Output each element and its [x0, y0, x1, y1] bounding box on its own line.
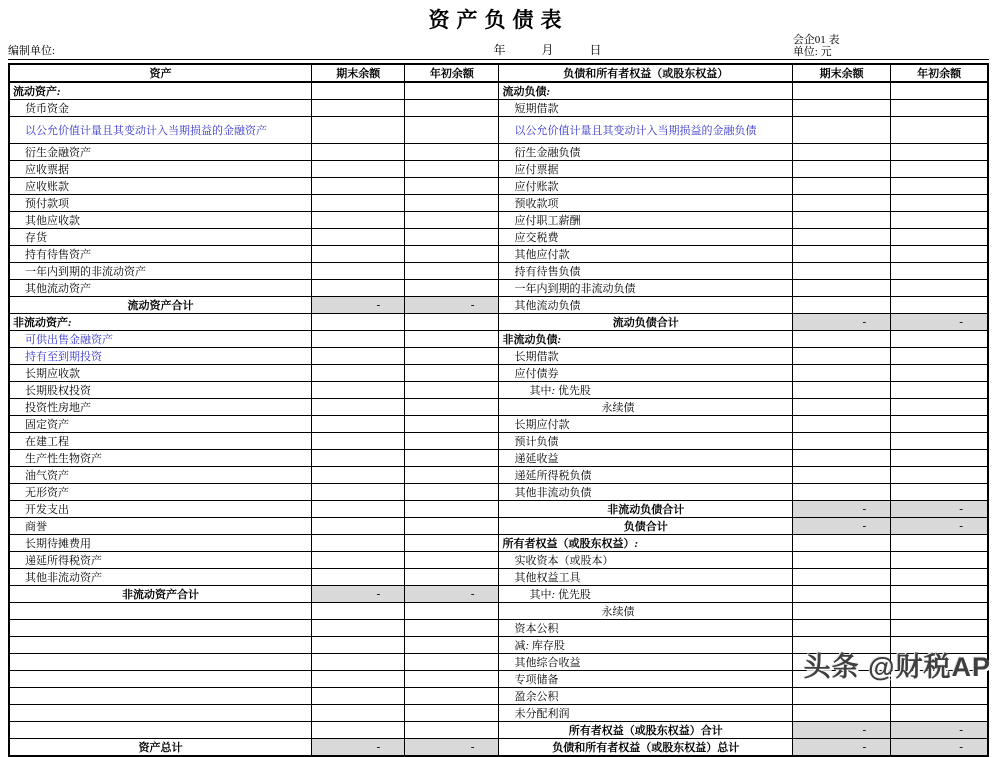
value-cell [405, 382, 499, 399]
value-cell [312, 314, 405, 331]
asset-label-cell [9, 620, 312, 637]
table-row [9, 467, 988, 484]
table-row [9, 348, 988, 365]
value-cell [793, 467, 891, 484]
value-cell [793, 246, 891, 263]
value-cell [891, 365, 988, 382]
value-cell [891, 450, 988, 467]
value-cell [793, 705, 891, 722]
liability-label-cell: 预收款项 [499, 195, 793, 212]
value-cell: - [891, 722, 988, 739]
liability-label-cell: 未分配利润 [499, 705, 793, 722]
table-row [9, 399, 988, 416]
value-cell [405, 178, 499, 195]
value-cell [312, 246, 405, 263]
value-cell [312, 82, 405, 100]
value-cell [793, 586, 891, 603]
value-cell [891, 280, 988, 297]
table-row [9, 280, 988, 297]
value-cell [312, 161, 405, 178]
asset-label-cell: 生产性生物资产 [9, 450, 312, 467]
value-cell: - [793, 739, 891, 757]
liability-label-cell: 衍生金融负债 [499, 144, 793, 161]
value-cell [405, 212, 499, 229]
value-cell [312, 100, 405, 117]
value-cell [312, 671, 405, 688]
asset-label-cell: 固定资产 [9, 416, 312, 433]
value-cell: - [891, 739, 988, 757]
liability-label-cell: 其他综合收益 [499, 654, 793, 671]
liability-label-cell: 其他权益工具 [499, 569, 793, 586]
liability-label-cell: 以公允价值计量且其变动计入当期损益的金融负债 [499, 117, 793, 144]
value-cell [405, 82, 499, 100]
asset-label-cell: 流动资产: [9, 82, 312, 100]
value-cell: - [405, 739, 499, 757]
asset-label-cell: 开发支出 [9, 501, 312, 518]
value-cell [793, 603, 891, 620]
table-row [9, 552, 988, 569]
table-row [9, 297, 988, 314]
value-cell [312, 280, 405, 297]
value-cell [793, 688, 891, 705]
value-cell: - [891, 501, 988, 518]
value-cell [405, 569, 499, 586]
asset-label-cell: 其他非流动资产 [9, 569, 312, 586]
liability-label-cell: 永续债 [499, 399, 793, 416]
value-cell [891, 620, 988, 637]
value-cell [405, 484, 499, 501]
value-cell [793, 100, 891, 117]
value-cell [405, 246, 499, 263]
liability-label-cell: 应交税费 [499, 229, 793, 246]
value-cell [312, 229, 405, 246]
liability-label-cell: 长期借款 [499, 348, 793, 365]
value-cell [891, 117, 988, 144]
liability-label-cell: 所有者权益（或股东权益）合计 [499, 722, 793, 739]
value-cell [312, 433, 405, 450]
liability-label-cell: 盈余公积 [499, 688, 793, 705]
table-row [9, 331, 988, 348]
liability-label-cell: 应付票据 [499, 161, 793, 178]
liability-label-cell: 预计负债 [499, 433, 793, 450]
table-row [9, 382, 988, 399]
value-cell [405, 467, 499, 484]
value-cell [891, 569, 988, 586]
value-cell [891, 603, 988, 620]
table-row [9, 586, 988, 603]
value-cell [891, 297, 988, 314]
value-cell: - [312, 586, 405, 603]
liability-label-cell: 递延收益 [499, 450, 793, 467]
asset-label-cell: 衍生金融资产 [9, 144, 312, 161]
table-row [9, 569, 988, 586]
value-cell: - [405, 586, 499, 603]
value-cell [405, 671, 499, 688]
table-row [9, 100, 988, 117]
page-title: 资产负债表 [428, 8, 569, 32]
asset-label-cell: 货币资金 [9, 100, 312, 117]
value-cell [405, 518, 499, 535]
liability-label-cell: 持有待售负债 [499, 263, 793, 280]
value-cell [891, 688, 988, 705]
table-row [9, 620, 988, 637]
prepared-by-label: 编制单位: [8, 45, 56, 57]
asset-label-cell: 应收票据 [9, 161, 312, 178]
value-cell [312, 416, 405, 433]
value-cell [793, 399, 891, 416]
asset-label-cell: 可供出售金融资产 [9, 331, 312, 348]
value-cell [793, 82, 891, 100]
asset-label-cell: 长期股权投资 [9, 382, 312, 399]
value-cell: - [312, 739, 405, 757]
table-row [9, 314, 988, 331]
value-cell [793, 552, 891, 569]
ending-balance-header: 期末余额 [793, 64, 891, 82]
liability-label-cell: 其他非流动负债 [499, 484, 793, 501]
value-cell [312, 263, 405, 280]
value-cell [793, 229, 891, 246]
asset-label-cell [9, 688, 312, 705]
value-cell [312, 212, 405, 229]
value-cell [891, 161, 988, 178]
value-cell [405, 688, 499, 705]
table-row [9, 161, 988, 178]
value-cell [891, 552, 988, 569]
table-row [9, 535, 988, 552]
asset-label-cell: 无形资产 [9, 484, 312, 501]
value-cell [891, 331, 988, 348]
table-row [9, 450, 988, 467]
value-cell [405, 100, 499, 117]
value-cell [312, 399, 405, 416]
asset-label-cell [9, 654, 312, 671]
table-row [9, 144, 988, 161]
value-cell [312, 117, 405, 144]
value-cell [793, 280, 891, 297]
table-row [9, 117, 988, 144]
value-cell [405, 501, 499, 518]
value-cell: - [891, 314, 988, 331]
value-cell [312, 722, 405, 739]
value-cell: - [793, 314, 891, 331]
asset-label-cell: 应收账款 [9, 178, 312, 195]
asset-label-cell: 非流动资产: [9, 314, 312, 331]
value-cell: - [793, 501, 891, 518]
value-cell [405, 552, 499, 569]
ending-balance-header: 期末余额 [312, 64, 405, 82]
value-cell [312, 450, 405, 467]
asset-label-cell [9, 722, 312, 739]
value-cell [405, 144, 499, 161]
asset-label-cell: 持有待售资产 [9, 246, 312, 263]
liability-label-cell: 应付债券 [499, 365, 793, 382]
value-cell [891, 416, 988, 433]
table-row [9, 416, 988, 433]
value-cell [312, 365, 405, 382]
asset-label-cell: 商誉 [9, 518, 312, 535]
liability-label-cell: 非流动负债: [499, 331, 793, 348]
value-cell [312, 603, 405, 620]
asset-label-cell: 长期应收款 [9, 365, 312, 382]
value-cell [405, 433, 499, 450]
value-cell [312, 178, 405, 195]
value-cell [312, 705, 405, 722]
assets-column-header: 资产 [9, 64, 312, 82]
liability-label-cell: 非流动负债合计 [499, 501, 793, 518]
asset-label-cell [9, 637, 312, 654]
value-cell [793, 297, 891, 314]
value-cell [405, 314, 499, 331]
asset-label-cell: 流动资产合计 [9, 297, 312, 314]
table-row [9, 705, 988, 722]
value-cell [312, 620, 405, 637]
value-cell [793, 331, 891, 348]
value-cell [405, 331, 499, 348]
value-cell [793, 117, 891, 144]
liability-label-cell: 减: 库存股 [499, 637, 793, 654]
table-row [9, 178, 988, 195]
value-cell [405, 416, 499, 433]
liability-label-cell: 其中: 优先股 [499, 586, 793, 603]
unit-label: 单位: 元 [792, 46, 832, 58]
asset-label-cell: 油气资产 [9, 467, 312, 484]
value-cell [405, 229, 499, 246]
beginning-balance-header: 年初余额 [405, 64, 499, 82]
beginning-balance-header: 年初余额 [891, 64, 988, 82]
value-cell [891, 100, 988, 117]
table-row [9, 246, 988, 263]
table-row [9, 212, 988, 229]
value-cell [405, 399, 499, 416]
value-cell [891, 178, 988, 195]
value-cell [405, 280, 499, 297]
value-cell [891, 586, 988, 603]
value-cell [312, 331, 405, 348]
table-row [9, 263, 988, 280]
value-cell [312, 501, 405, 518]
value-cell [891, 433, 988, 450]
asset-label-cell [9, 603, 312, 620]
asset-label-cell: 持有至到期投资 [9, 348, 312, 365]
value-cell [793, 161, 891, 178]
value-cell [405, 348, 499, 365]
value-cell [405, 620, 499, 637]
table-row [9, 518, 988, 535]
value-cell [312, 654, 405, 671]
table-row [9, 739, 988, 757]
value-cell [891, 348, 988, 365]
value-cell [312, 484, 405, 501]
value-cell [405, 365, 499, 382]
value-cell [793, 348, 891, 365]
value-cell [405, 450, 499, 467]
date-line: 年 月 日 [493, 43, 602, 57]
value-cell [312, 552, 405, 569]
value-cell [405, 195, 499, 212]
watermark: 头条 @财税AP [803, 652, 991, 682]
asset-label-cell: 预付款项 [9, 195, 312, 212]
value-cell [793, 382, 891, 399]
value-cell [793, 195, 891, 212]
asset-label-cell: 在建工程 [9, 433, 312, 450]
value-cell [891, 399, 988, 416]
table-row [9, 82, 988, 100]
liability-label-cell: 负债和所有者权益（或股东权益）总计 [499, 739, 793, 757]
liabilities-column-header: 负债和所有者权益（或股东权益） [499, 64, 793, 82]
value-cell [891, 82, 988, 100]
value-cell [793, 416, 891, 433]
value-cell [793, 535, 891, 552]
asset-label-cell: 其他应收款 [9, 212, 312, 229]
asset-label-cell: 投资性房地产 [9, 399, 312, 416]
asset-label-cell [9, 671, 312, 688]
value-cell [891, 705, 988, 722]
liability-label-cell: 其中: 优先股 [499, 382, 793, 399]
asset-label-cell: 存货 [9, 229, 312, 246]
liability-label-cell: 流动负债: [499, 82, 793, 100]
value-cell [312, 144, 405, 161]
value-cell: - [405, 297, 499, 314]
table-row [9, 484, 988, 501]
form-number: 会企01 表 [792, 34, 840, 46]
table-row [9, 722, 988, 739]
table-row [9, 433, 988, 450]
value-cell [312, 467, 405, 484]
table-row [9, 501, 988, 518]
value-cell [891, 246, 988, 263]
liability-label-cell: 流动负债合计 [499, 314, 793, 331]
value-cell [793, 144, 891, 161]
value-cell: - [793, 518, 891, 535]
table-row [9, 603, 988, 620]
value-cell [793, 263, 891, 280]
asset-label-cell: 非流动资产合计 [9, 586, 312, 603]
value-cell [891, 144, 988, 161]
value-cell [312, 518, 405, 535]
asset-label-cell: 资产总计 [9, 739, 312, 757]
table-header-row [9, 64, 988, 82]
value-cell [793, 365, 891, 382]
value-cell [312, 348, 405, 365]
value-cell: - [793, 722, 891, 739]
value-cell [312, 637, 405, 654]
liability-label-cell: 一年内到期的非流动负债 [499, 280, 793, 297]
liability-label-cell: 其他应付款 [499, 246, 793, 263]
value-cell [405, 637, 499, 654]
value-cell [312, 382, 405, 399]
liability-label-cell: 短期借款 [499, 100, 793, 117]
asset-label-cell: 递延所得税资产 [9, 552, 312, 569]
value-cell [312, 195, 405, 212]
value-cell [405, 603, 499, 620]
value-cell [405, 535, 499, 552]
liability-label-cell: 实收资本（或股本） [499, 552, 793, 569]
value-cell [891, 382, 988, 399]
value-cell [405, 722, 499, 739]
value-cell [405, 161, 499, 178]
value-cell [312, 688, 405, 705]
form-meta [793, 34, 989, 59]
liability-label-cell: 资本公积 [499, 620, 793, 637]
asset-label-cell: 以公允价值计量且其变动计入当期损益的金融资产 [9, 117, 312, 144]
liability-label-cell: 永续债 [499, 603, 793, 620]
asset-label-cell [9, 705, 312, 722]
value-cell [793, 484, 891, 501]
table-row [9, 195, 988, 212]
value-cell [405, 117, 499, 144]
liability-label-cell: 专项储备 [499, 671, 793, 688]
value-cell [405, 263, 499, 280]
value-cell [891, 484, 988, 501]
value-cell [793, 178, 891, 195]
liability-label-cell: 负债合计 [499, 518, 793, 535]
value-cell [891, 535, 988, 552]
liability-label-cell: 长期应付款 [499, 416, 793, 433]
asset-label-cell: 其他流动资产 [9, 280, 312, 297]
liability-label-cell: 递延所得税负债 [499, 467, 793, 484]
value-cell: - [891, 518, 988, 535]
value-cell [891, 263, 988, 280]
table-row [9, 229, 988, 246]
table-row [9, 365, 988, 382]
value-cell [405, 654, 499, 671]
value-cell [312, 569, 405, 586]
value-cell [793, 212, 891, 229]
liability-label-cell: 应付职工薪酬 [499, 212, 793, 229]
liability-label-cell: 所有者权益（或股东权益）: [499, 535, 793, 552]
value-cell [891, 195, 988, 212]
info-bar [8, 34, 989, 60]
asset-label-cell: 一年内到期的非流动资产 [9, 263, 312, 280]
table-row [9, 688, 988, 705]
value-cell [891, 212, 988, 229]
asset-label-cell: 长期待摊费用 [9, 535, 312, 552]
value-cell [405, 705, 499, 722]
value-cell [793, 620, 891, 637]
value-cell [891, 467, 988, 484]
value-cell [793, 433, 891, 450]
value-cell: - [312, 297, 405, 314]
value-cell [793, 450, 891, 467]
liability-label-cell: 应付账款 [499, 178, 793, 195]
value-cell [312, 535, 405, 552]
liability-label-cell: 其他流动负债 [499, 297, 793, 314]
value-cell [891, 229, 988, 246]
value-cell [793, 569, 891, 586]
